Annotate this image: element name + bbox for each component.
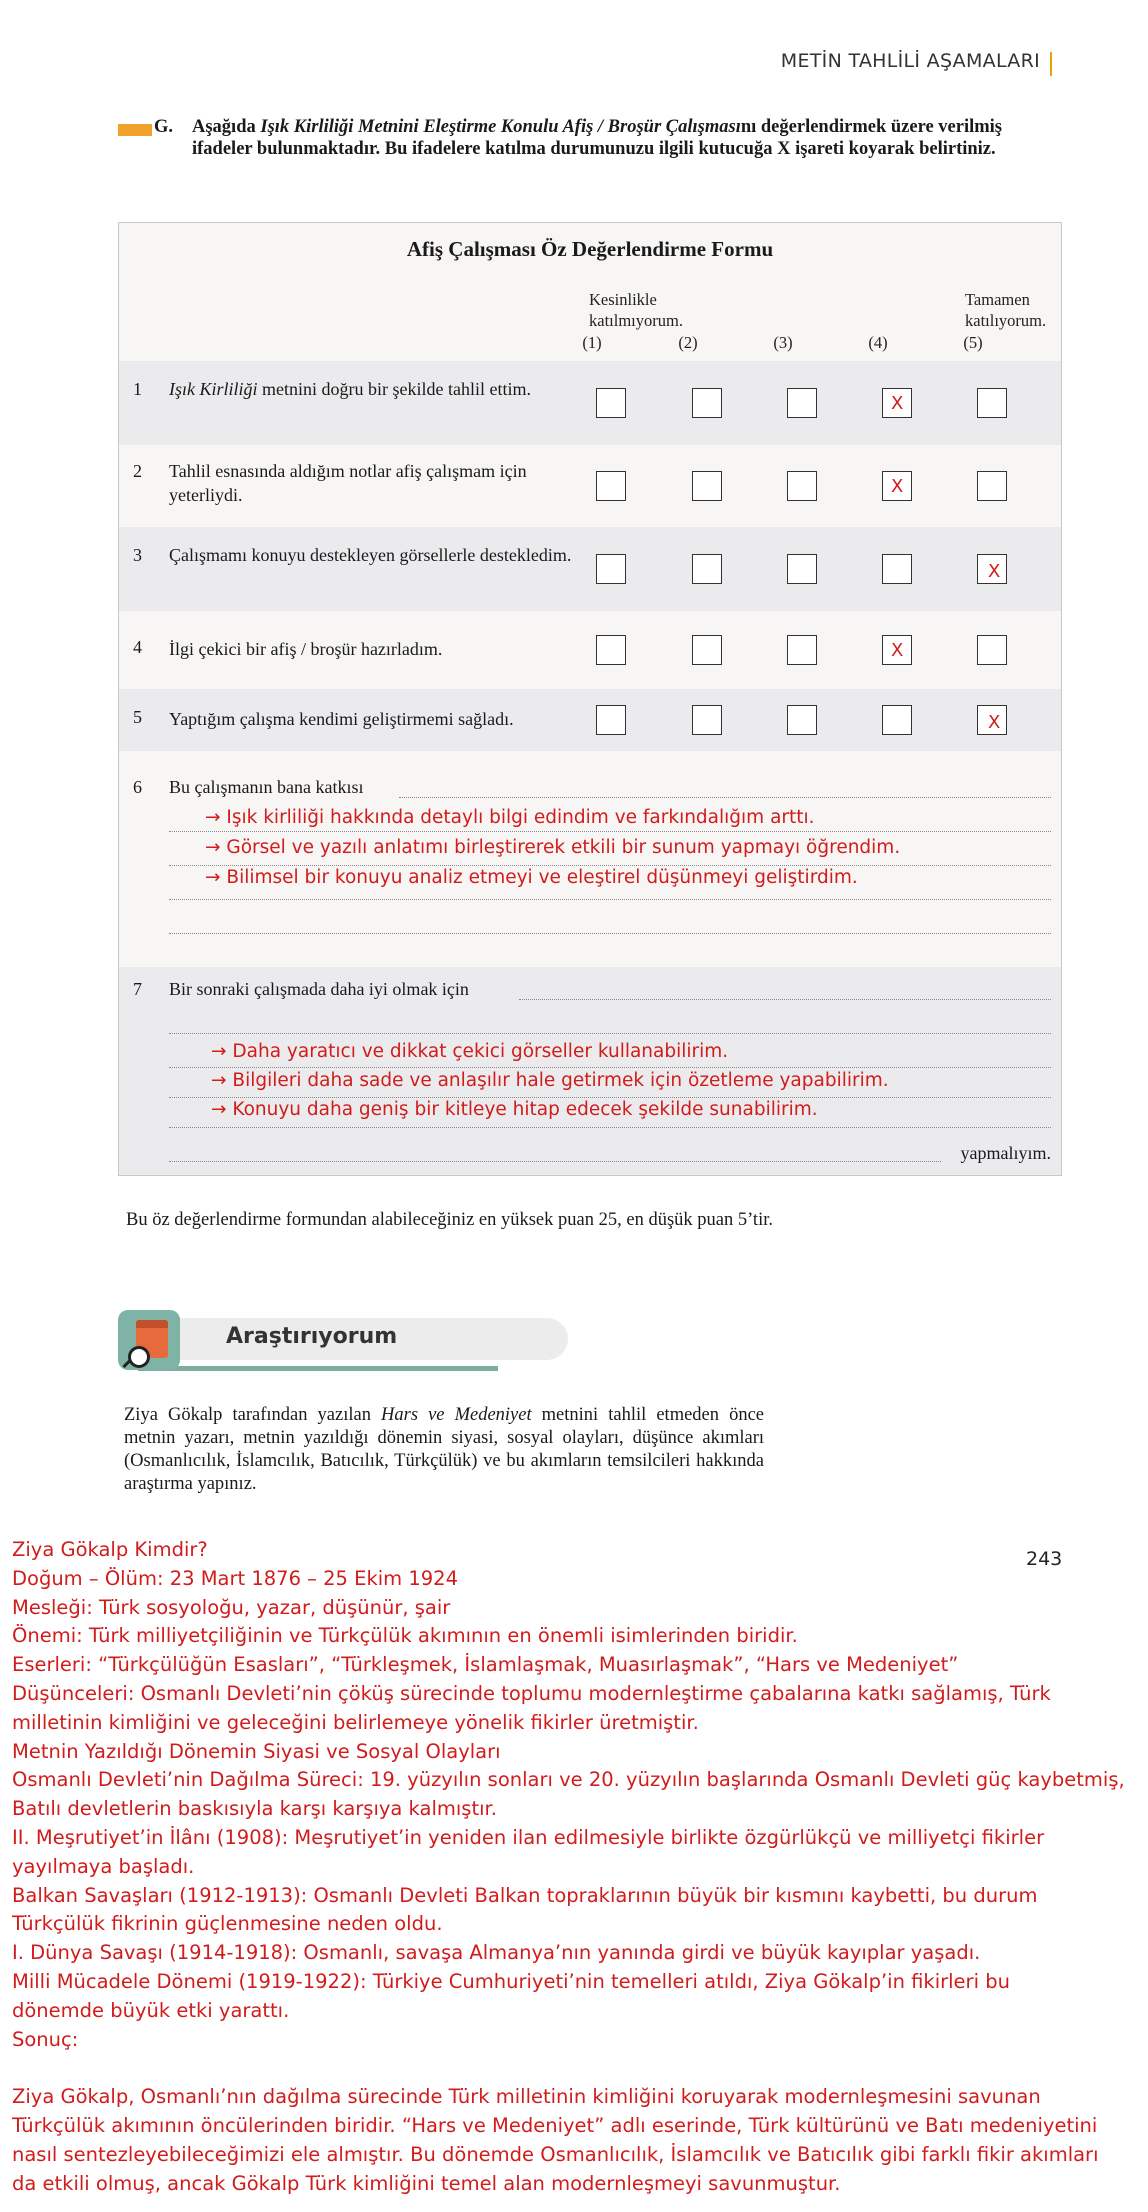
question-italic: Işık Kirliliği Metnini Eleştirme Konulu Afiş / Broşür Çalışması xyxy=(260,117,741,137)
handwritten-answer: → Konuyu daha geniş bir kitleye hitap edecek şekilde sunabilirim. xyxy=(211,1099,818,1120)
rating-checkbox[interactable] xyxy=(882,388,912,418)
essay-line: nasıl sentezleyebileceğimizi ele almıştır. Bu dönemde Osmanlıcılık, İslamcılık ve Batıcılık gibi farklı fikir akımları xyxy=(12,2142,1099,2166)
scale-label-right-line1: Tamamen xyxy=(965,290,1030,309)
row-statement: Yaptığım çalışma kendimi geliştirmemi sağladı. xyxy=(169,709,514,729)
dotted-line xyxy=(169,1067,1051,1068)
form-row xyxy=(119,527,1061,611)
x-mark: X xyxy=(891,393,904,414)
research-banner xyxy=(118,1310,578,1374)
rating-checkbox[interactable] xyxy=(882,635,912,665)
dotted-line xyxy=(169,1161,941,1162)
rating-checkbox[interactable] xyxy=(787,554,817,584)
page-header xyxy=(720,48,1060,78)
rating-checkbox[interactable] xyxy=(787,635,817,665)
question-marker-icon xyxy=(118,124,152,136)
essay-line: milletinin kimliğini ve geleceğini belirlemeye yönelik fikirler üretmiştir. xyxy=(12,1710,699,1734)
row-number: 7 xyxy=(133,979,142,999)
row-statement: Tahlil esnasında aldığım notlar afiş çalışmam için yeterliydi. xyxy=(169,461,527,505)
row-statement: Çalışmamı konuyu destekleyen görsellerle destekledim. xyxy=(169,545,572,565)
rating-checkbox[interactable] xyxy=(882,554,912,584)
score-note: Bu öz değerlendirme formundan alabileceğiniz en yüksek puan 25, en düşük puan 5’tir. xyxy=(126,1210,773,1230)
x-mark: X xyxy=(988,712,1001,733)
self-evaluation-form xyxy=(118,222,1062,1176)
form-title: Afiş Çalışması Öz Değerlendirme Formu xyxy=(406,237,774,261)
rating-checkbox[interactable] xyxy=(977,635,1007,665)
scale-label-left-line2: katılmıyorum. xyxy=(589,311,683,330)
essay-line: Balkan Savaşları (1912-1913): Osmanlı Devleti Balkan topraklarının büyük bir kısmını kaybetti, bu durum xyxy=(12,1883,1038,1907)
research-text xyxy=(124,1404,764,1496)
rating-checkbox[interactable] xyxy=(596,705,626,735)
essay-line: yayılmaya başladı. xyxy=(12,1854,195,1878)
scale-label-right-line2: katılıyorum. xyxy=(965,311,1047,330)
row-number: 4 xyxy=(133,637,142,657)
essay-line: Metnin Yazıldığı Dönemin Siyasi ve Sosyal Olayları xyxy=(12,1739,501,1763)
rating-checkbox[interactable] xyxy=(692,388,722,418)
rating-checkbox[interactable] xyxy=(692,554,722,584)
scale-label-right xyxy=(965,289,1046,331)
rating-checkbox[interactable] xyxy=(882,705,912,735)
header-accent-bar xyxy=(1050,52,1052,76)
page-number: 243 xyxy=(1026,1548,1063,1570)
dotted-line xyxy=(169,865,1051,866)
essay-line: Batılı devletlerin baskısıyla karşı karşıya kalmıştır. xyxy=(12,1797,497,1821)
question-letter: G. xyxy=(154,117,174,137)
dotted-line xyxy=(169,1127,1051,1128)
essay-line: Ziya Gökalp, Osmanlı’nın dağılma sürecinde Türk milletinin kimliğini koruyarak modernleşmesini savunan xyxy=(12,2085,1041,2109)
essay-line: Türkçülük akımının öncülerinden biridir. “Hars ve Medeniyet” adlı eserinde, Türk kültürünü ve Batı medeniyetini xyxy=(12,2113,1098,2137)
research-text-1: Ziya Gökalp tarafından yazılan xyxy=(124,1405,382,1425)
dotted-line xyxy=(169,1097,1051,1098)
column-header-1: (1) xyxy=(582,333,602,352)
column-header-3: (3) xyxy=(773,333,793,352)
essay-line: Düşünceleri: Osmanlı Devleti’nin çöküş sürecinde toplumu modernleştirme çabalarına katkı sağlamış, Türk xyxy=(12,1681,1051,1705)
column-header-4: (4) xyxy=(868,333,888,352)
row-statement: İlgi çekici bir afiş / broşür hazırladım. xyxy=(169,639,443,659)
rating-checkbox[interactable] xyxy=(596,471,626,501)
essay-line: Mesleği: Türk sosyoloğu, yazar, düşünür, şair xyxy=(12,1595,451,1619)
form-row-6 xyxy=(119,751,1061,941)
essay-line: Sonuç: xyxy=(12,2027,79,2051)
row6-prompt: Bu çalışmanın bana katkısı xyxy=(169,777,364,797)
essay-line: I. Dünya Savaşı (1914-1918): Osmanlı, savaşa Almanya’nın yanında girdi ve büyük kayıplar yaşadı. xyxy=(12,1941,981,1965)
form-row xyxy=(119,611,1061,689)
row-number: 5 xyxy=(133,707,142,727)
column-header-5: (5) xyxy=(963,333,983,352)
row-statement-italic: Işık Kirliliği xyxy=(169,379,258,399)
handwritten-answer: → Bilgileri daha sade ve anlaşılır hale getirmek için özetleme yapabilirim. xyxy=(211,1070,889,1091)
rating-checkbox[interactable] xyxy=(787,388,817,418)
rating-checkbox[interactable] xyxy=(977,388,1007,418)
essay-line: da etkili olmuş, ancak Gökalp Türk kimliğini temel alan modernleşmeyi savunmuştur. xyxy=(12,2171,841,2195)
essay-line: Ziya Gökalp Kimdir? xyxy=(12,1538,208,1561)
row-number: 6 xyxy=(133,777,142,797)
research-answer xyxy=(12,1536,1138,2198)
dotted-line xyxy=(169,1033,1051,1034)
x-mark: X xyxy=(988,561,1001,582)
handwritten-answer: → Daha yaratıcı ve dikkat çekici görseller kullanabilirim. xyxy=(211,1041,729,1062)
dotted-line xyxy=(519,999,1051,1000)
form-row-7 xyxy=(119,967,1061,1175)
essay-line: Türkçülük fikrinin güçlenmesine neden oldu. xyxy=(12,1912,443,1936)
dotted-line xyxy=(169,899,1051,900)
research-banner-underline xyxy=(138,1366,498,1371)
essay-line: Osmanlı Devleti’nin Dağılma Süreci: 19. yüzyılın sonları ve 20. yüzyılın başlarında Osmanlı Devleti güç kaybetmiş, xyxy=(12,1768,1125,1792)
essay-line: II. Meşrutiyet’in İlânı (1908): Meşrutiyet’in yeniden ilan edilmesiyle birlikte özgürlükçü ve milliyetçi fikirler xyxy=(12,1825,1045,1849)
rating-checkbox[interactable] xyxy=(882,471,912,501)
rating-checkbox[interactable] xyxy=(596,388,626,418)
question-g xyxy=(154,116,1020,160)
scale-label-left xyxy=(589,289,683,331)
column-header-2: (2) xyxy=(678,333,698,352)
rating-checkbox[interactable] xyxy=(692,705,722,735)
rating-checkbox[interactable] xyxy=(977,705,1007,735)
rating-checkbox[interactable] xyxy=(977,471,1007,501)
row7-prompt: Bir sonraki çalışmada daha iyi olmak için xyxy=(169,979,469,999)
row7-tail: yapmalıyım. xyxy=(960,1143,1051,1163)
essay-line: Eserleri: “Türkçülüğün Esasları”, “Türkleşmek, İslamlaşmak, Muasırlaşmak”, “Hars ve Medeniyet” xyxy=(12,1653,959,1677)
essay-line: Milli Mücadele Dönemi (1919-1922): Türkiye Cumhuriyeti’nin temelleri atıldı, Ziya Gökalp’in fikirleri bu xyxy=(12,1969,1010,1993)
handwritten-answer: → Görsel ve yazılı anlatımı birleştirerek etkili bir sunum yapmayı öğrendim. xyxy=(205,837,901,858)
row-statement-text: metnini doğru bir şekilde tahlil ettim. xyxy=(257,379,531,399)
rating-checkbox[interactable] xyxy=(596,635,626,665)
research-title: Araştırıyorum xyxy=(226,1324,398,1349)
question-body xyxy=(192,116,1020,160)
header-title: METİN TAHLİLİ AŞAMALARI xyxy=(780,50,1040,72)
essay-line: Önemi: Türk milliyetçiliğinin ve Türkçülük akımının en önemli isimlerinden biridir. xyxy=(12,1624,798,1648)
rating-checkbox[interactable] xyxy=(787,471,817,501)
form-row xyxy=(119,689,1061,751)
rating-checkbox[interactable] xyxy=(596,554,626,584)
dotted-line xyxy=(169,831,1051,832)
essay-line xyxy=(12,2054,1138,2083)
x-mark: X xyxy=(891,640,904,661)
dotted-line xyxy=(169,933,1051,934)
x-mark: X xyxy=(891,476,904,497)
form-row xyxy=(119,361,1061,445)
row-number: 1 xyxy=(133,379,142,399)
scale-label-left-line1: Kesinlikle xyxy=(589,290,657,309)
essay-line: dönemde büyük etki yarattı. xyxy=(12,1998,290,2022)
book-magnifier-icon xyxy=(118,1310,180,1370)
rating-checkbox[interactable] xyxy=(692,471,722,501)
handwritten-answer: → Bilimsel bir konuyu analiz etmeyi ve eleştirel düşünmeyi geliştirdim. xyxy=(205,867,858,888)
rating-checkbox[interactable] xyxy=(692,635,722,665)
research-italic: Hars ve Medeniyet xyxy=(381,1405,532,1425)
question-text-2: nı değerlendirmek üzere verilmiş ifadeler bulunmaktadır. Bu ifadelere katılma durumunuzu ilgili kutucuğa X işareti koyarak belirtiniz. xyxy=(192,117,1003,159)
rating-checkbox[interactable] xyxy=(787,705,817,735)
rating-checkbox[interactable] xyxy=(977,554,1007,584)
essay-line: Doğum – Ölüm: 23 Mart 1876 – 25 Ekim 1924 xyxy=(12,1566,458,1590)
row-statement xyxy=(169,377,589,401)
question-text-1: Aşağıda xyxy=(192,117,261,137)
row-number: 2 xyxy=(133,461,142,481)
form-row xyxy=(119,445,1061,527)
research-text-2: metnini tahlil etmeden önce metnin yazarı, metnin yazıldığı dönemin siyasi, sosyal olayları, düşünce akımları (Osmanlıcılık, İslamcılık, Batıcılık, Türkçülük) ve bu akımların temsilcileri hakkında araştırma yapınız. xyxy=(124,1405,764,1494)
row-number: 3 xyxy=(133,545,142,565)
handwritten-answer: → Işık kirliliği hakkında detaylı bilgi edindim ve farkındalığım arttı. xyxy=(205,807,815,828)
dotted-line xyxy=(399,797,1051,798)
